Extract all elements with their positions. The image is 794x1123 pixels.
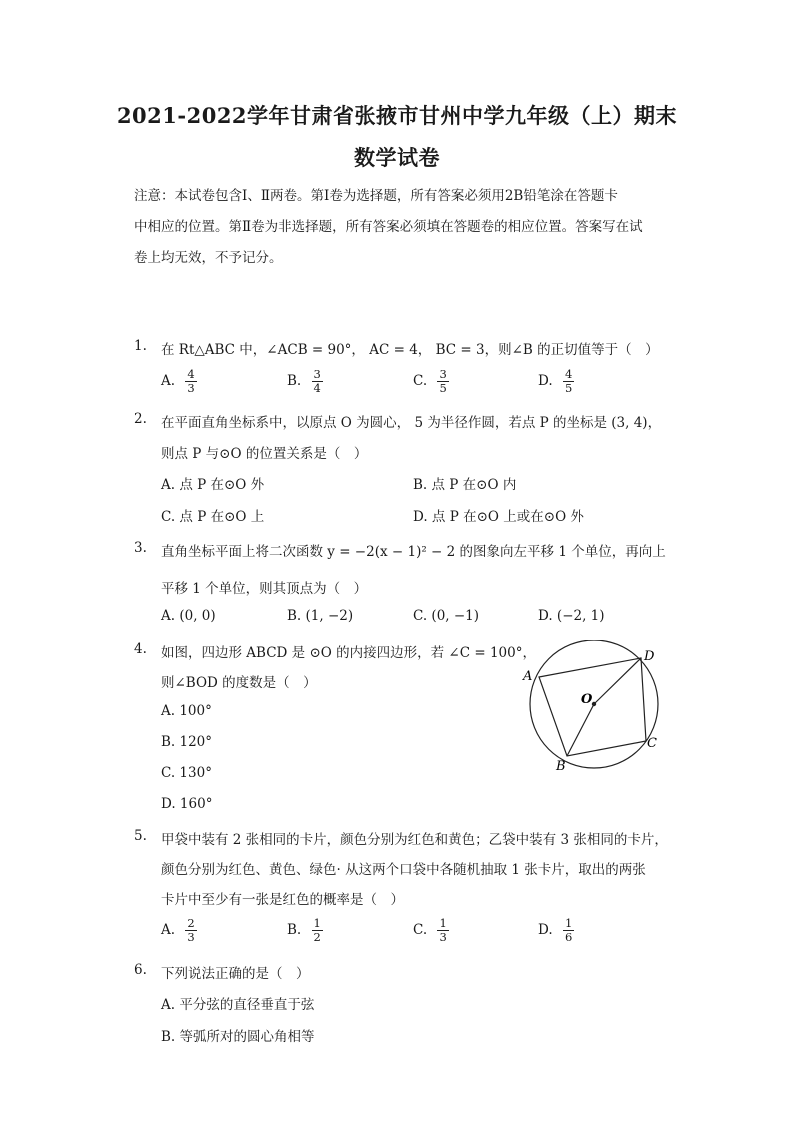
option-d[interactable]: D. 160° bbox=[161, 796, 213, 812]
option-c[interactable]: C. 130° bbox=[161, 765, 212, 781]
option-label: D. bbox=[538, 922, 553, 938]
question-text: 卡片中至少有一张是红色的概率是（ ） bbox=[161, 892, 404, 908]
numerator: 3 bbox=[439, 367, 447, 381]
question-number: 3. bbox=[134, 540, 147, 556]
question-text: 甲袋中装有 2 张相同的卡片，颜色分别为红色和黄色；乙袋中装有 3 张相同的卡片， bbox=[161, 832, 668, 848]
question-number: 4. bbox=[134, 641, 147, 657]
numerator: 3 bbox=[313, 367, 321, 381]
denominator: 5 bbox=[439, 381, 447, 395]
option-label: B. bbox=[287, 373, 302, 389]
fraction bbox=[185, 368, 196, 395]
option-label: C. bbox=[413, 373, 428, 389]
option-b[interactable]: B. 等弧所对的圆心角相等 bbox=[161, 1029, 315, 1045]
question-text: 下列说法正确的是（ ） bbox=[161, 966, 310, 982]
label-d: D bbox=[644, 649, 655, 664]
fraction bbox=[312, 368, 323, 395]
label-b: B bbox=[556, 759, 566, 774]
option-label: A. bbox=[161, 373, 176, 389]
label-a: A bbox=[523, 669, 533, 684]
cyclic-quadrilateral-figure bbox=[520, 640, 670, 775]
denominator: 3 bbox=[187, 381, 195, 395]
numerator: 1 bbox=[313, 916, 321, 930]
option-c[interactable]: C. (0, −1) bbox=[413, 608, 480, 624]
numerator: 4 bbox=[564, 367, 573, 381]
option-c[interactable] bbox=[413, 917, 449, 944]
question-text: 则∠BOD 的度数是（ ） bbox=[161, 675, 317, 691]
option-d[interactable] bbox=[538, 368, 574, 395]
denominator: 3 bbox=[439, 930, 447, 944]
denominator: 5 bbox=[564, 381, 573, 395]
question-number: 6. bbox=[134, 962, 147, 978]
option-b[interactable]: B. 120° bbox=[161, 734, 213, 750]
option-d[interactable]: D. 点 P 在⊙O 上或在⊙O 外 bbox=[413, 509, 584, 525]
question-number: 2. bbox=[134, 411, 147, 427]
question-text: 则点 P 与⊙O 的位置关系是（ ） bbox=[161, 446, 368, 462]
denominator: 4 bbox=[313, 381, 321, 395]
option-a[interactable] bbox=[161, 368, 197, 395]
question-number: 1. bbox=[134, 338, 147, 354]
numerator: 1 bbox=[439, 916, 447, 930]
notice-line: 卷上均无效，不予记分。 bbox=[134, 250, 283, 266]
option-b[interactable]: B. 点 P 在⊙O 内 bbox=[413, 477, 517, 493]
fraction bbox=[312, 917, 323, 944]
option-label: B. bbox=[287, 922, 302, 938]
denominator: 3 bbox=[187, 930, 195, 944]
question-text: 颜色分别为红色、黄色、绿色· 从这两个口袋中各随机抽取 1 张卡片，取出的两张 bbox=[161, 862, 646, 878]
question-text: 如图，四边形 ABCD 是 ⊙O 的内接四边形，若 ∠C = 100°， bbox=[161, 645, 536, 661]
numerator: 2 bbox=[187, 916, 195, 930]
question-text: 在平面直角坐标系中，以原点 O 为圆心， 5 为半径作圆，若点 P 的坐标是 (3, 4)， bbox=[161, 415, 662, 431]
exam-title-line1: 2021-2022学年甘肃省张掖市甘州中学九年级（上）期末 bbox=[116, 103, 678, 128]
question-text: 直角坐标平面上将二次函数 y = −2(x − 1)² − 2 的图象向左平移 1 个单位，再向上 bbox=[161, 544, 666, 560]
notice-block bbox=[134, 181, 662, 274]
denominator: 2 bbox=[313, 930, 321, 944]
fraction bbox=[563, 368, 574, 395]
fraction bbox=[437, 368, 448, 395]
option-d[interactable]: D. (−2, 1) bbox=[538, 608, 605, 624]
fraction bbox=[437, 917, 448, 944]
option-a[interactable]: A. (0, 0) bbox=[161, 608, 216, 624]
option-b[interactable] bbox=[287, 917, 323, 944]
question-text: 在 Rt△ABC 中，∠ACB = 90°， AC = 4， BC = 3，则∠B 的正切值等于（ ） bbox=[161, 342, 659, 358]
option-d[interactable] bbox=[538, 917, 574, 944]
fraction bbox=[185, 917, 196, 944]
option-a[interactable]: A. 平分弦的直径垂直于弦 bbox=[161, 997, 315, 1013]
exam-title-line2: 数学试卷 bbox=[354, 145, 440, 170]
option-b[interactable] bbox=[287, 368, 323, 395]
denominator: 6 bbox=[564, 930, 573, 944]
option-c[interactable] bbox=[413, 368, 449, 395]
option-b[interactable]: B. (1, −2) bbox=[287, 608, 354, 624]
segment-ob bbox=[567, 704, 594, 756]
question-number: 5. bbox=[134, 828, 147, 844]
question-text: 平移 1 个单位，则其顶点为（ ） bbox=[161, 581, 368, 597]
option-label: D. bbox=[538, 373, 553, 389]
option-a[interactable]: A. 点 P 在⊙O 外 bbox=[161, 477, 265, 493]
option-c[interactable]: C. 点 P 在⊙O 上 bbox=[161, 509, 265, 525]
notice-line: 中相应的位置。第Ⅱ卷为非选择题，所有答案必须填在答题卷的相应位置。答案写在试 bbox=[134, 219, 643, 235]
option-a[interactable]: A. 100° bbox=[161, 703, 212, 719]
numerator: 4 bbox=[187, 367, 195, 381]
option-label: A. bbox=[161, 922, 176, 938]
fraction bbox=[563, 917, 574, 944]
option-label: C. bbox=[413, 922, 428, 938]
center-dot bbox=[592, 702, 596, 706]
label-c: C bbox=[647, 736, 657, 751]
notice-line: 注意：本试卷包含Ⅰ、Ⅱ两卷。第Ⅰ卷为选择题，所有答案必须用2B铅笔涂在答题卡 bbox=[134, 188, 618, 204]
label-o: O bbox=[581, 692, 593, 707]
numerator: 1 bbox=[564, 916, 573, 930]
option-a[interactable] bbox=[161, 917, 197, 944]
